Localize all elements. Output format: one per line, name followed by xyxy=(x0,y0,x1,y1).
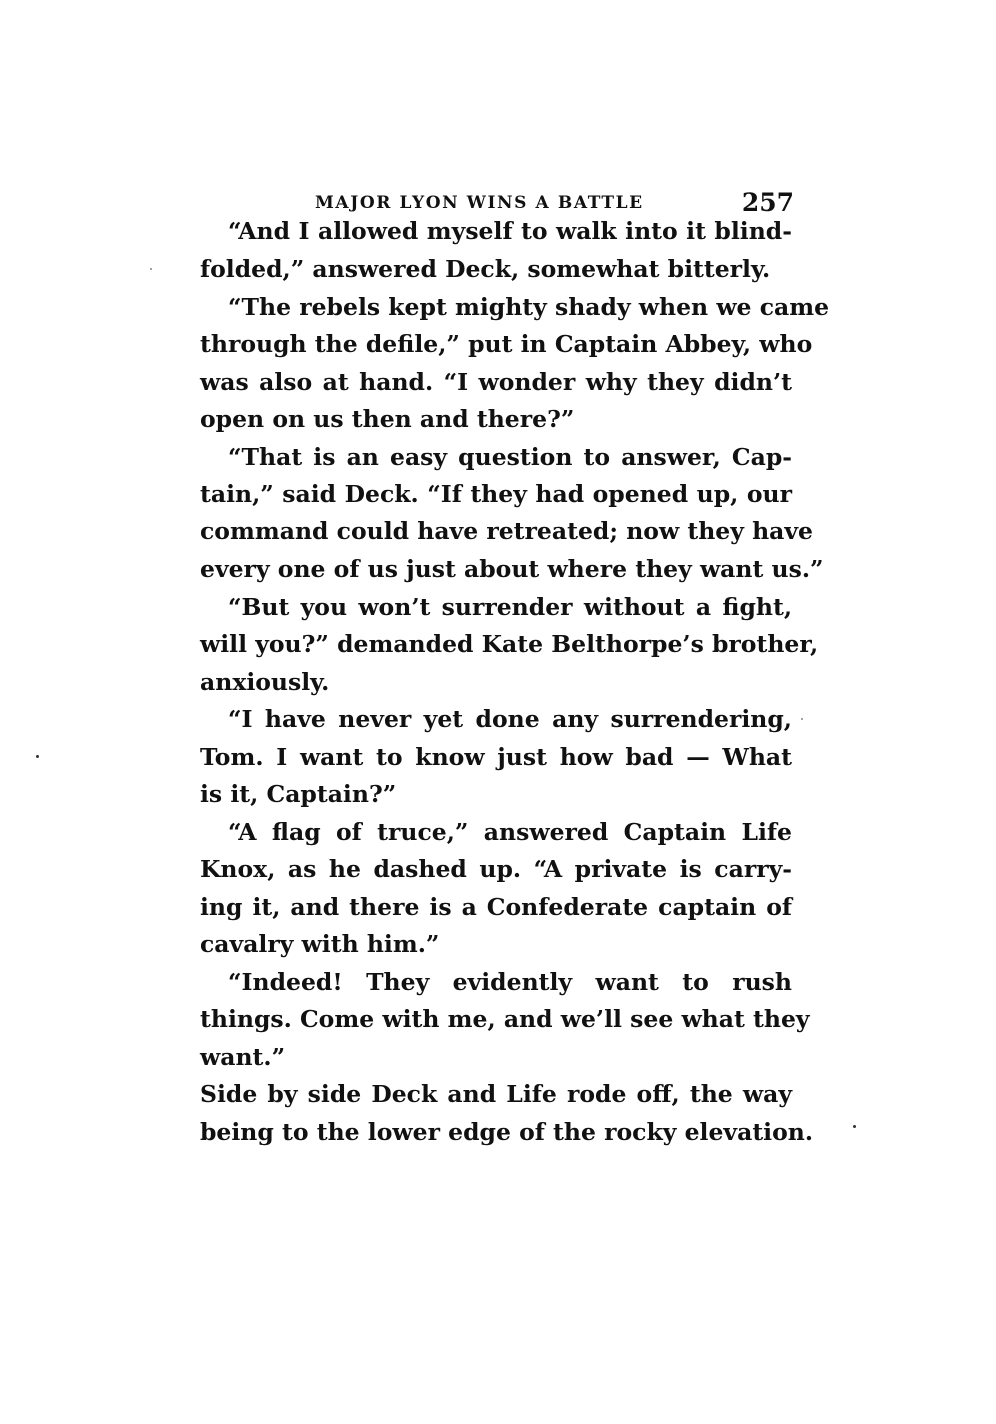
text-line: folded,” answered Deck, somewhat bitterly. xyxy=(200,255,771,283)
text-line: Knox, as he dashed up. “A private is carry- xyxy=(200,855,792,883)
paper-speck xyxy=(853,1125,856,1128)
text-line: Tom. I want to know just how bad — What xyxy=(200,743,792,771)
paper-speck xyxy=(150,268,152,270)
text-line: was also at hand. “I wonder why they didn’t xyxy=(200,368,792,396)
paper-speck xyxy=(801,718,803,720)
text-line: want.” xyxy=(200,1043,286,1071)
text-line: being to the lower edge of the rocky elevation. xyxy=(200,1118,814,1146)
text-line: “But you won’t surrender without a fight, xyxy=(228,593,792,621)
text-line: “That is an easy question to answer, Cap- xyxy=(228,443,792,471)
text-line: things. Come with me, and we’ll see what they xyxy=(200,1005,810,1033)
text-line: “The rebels kept mighty shady when we came xyxy=(228,293,830,321)
text-line: every one of us just about where they want us.” xyxy=(200,555,824,583)
text-line: open on us then and there?” xyxy=(200,405,575,433)
text-line: cavalry with him.” xyxy=(200,930,440,958)
text-line: command could have retreated; now they have xyxy=(200,517,814,545)
running-title: MAJOR LYON WINS A BATTLE xyxy=(315,193,644,213)
text-line: “And I allowed myself to walk into it blind- xyxy=(228,217,792,245)
text-line: is it, Captain?” xyxy=(200,780,397,808)
text-line: tain,” said Deck. “If they had opened up, our xyxy=(200,480,792,508)
paper-speck xyxy=(36,755,39,758)
page-number: 257 xyxy=(741,188,794,217)
text-line: anxiously. xyxy=(200,668,330,696)
text-line: will you?” demanded Kate Belthorpe’s brother, xyxy=(200,630,819,658)
text-line: “Indeed! They evidently want to rush xyxy=(228,968,792,996)
text-line: Side by side Deck and Life rode off, the way xyxy=(200,1080,792,1108)
text-line: ing it, and there is a Confederate captain of xyxy=(200,893,792,921)
text-line: through the defile,” put in Captain Abbey, who xyxy=(200,330,813,358)
text-line: “A flag of truce,” answered Captain Life xyxy=(228,818,792,846)
text-line: “I have never yet done any surrendering, xyxy=(228,705,792,733)
